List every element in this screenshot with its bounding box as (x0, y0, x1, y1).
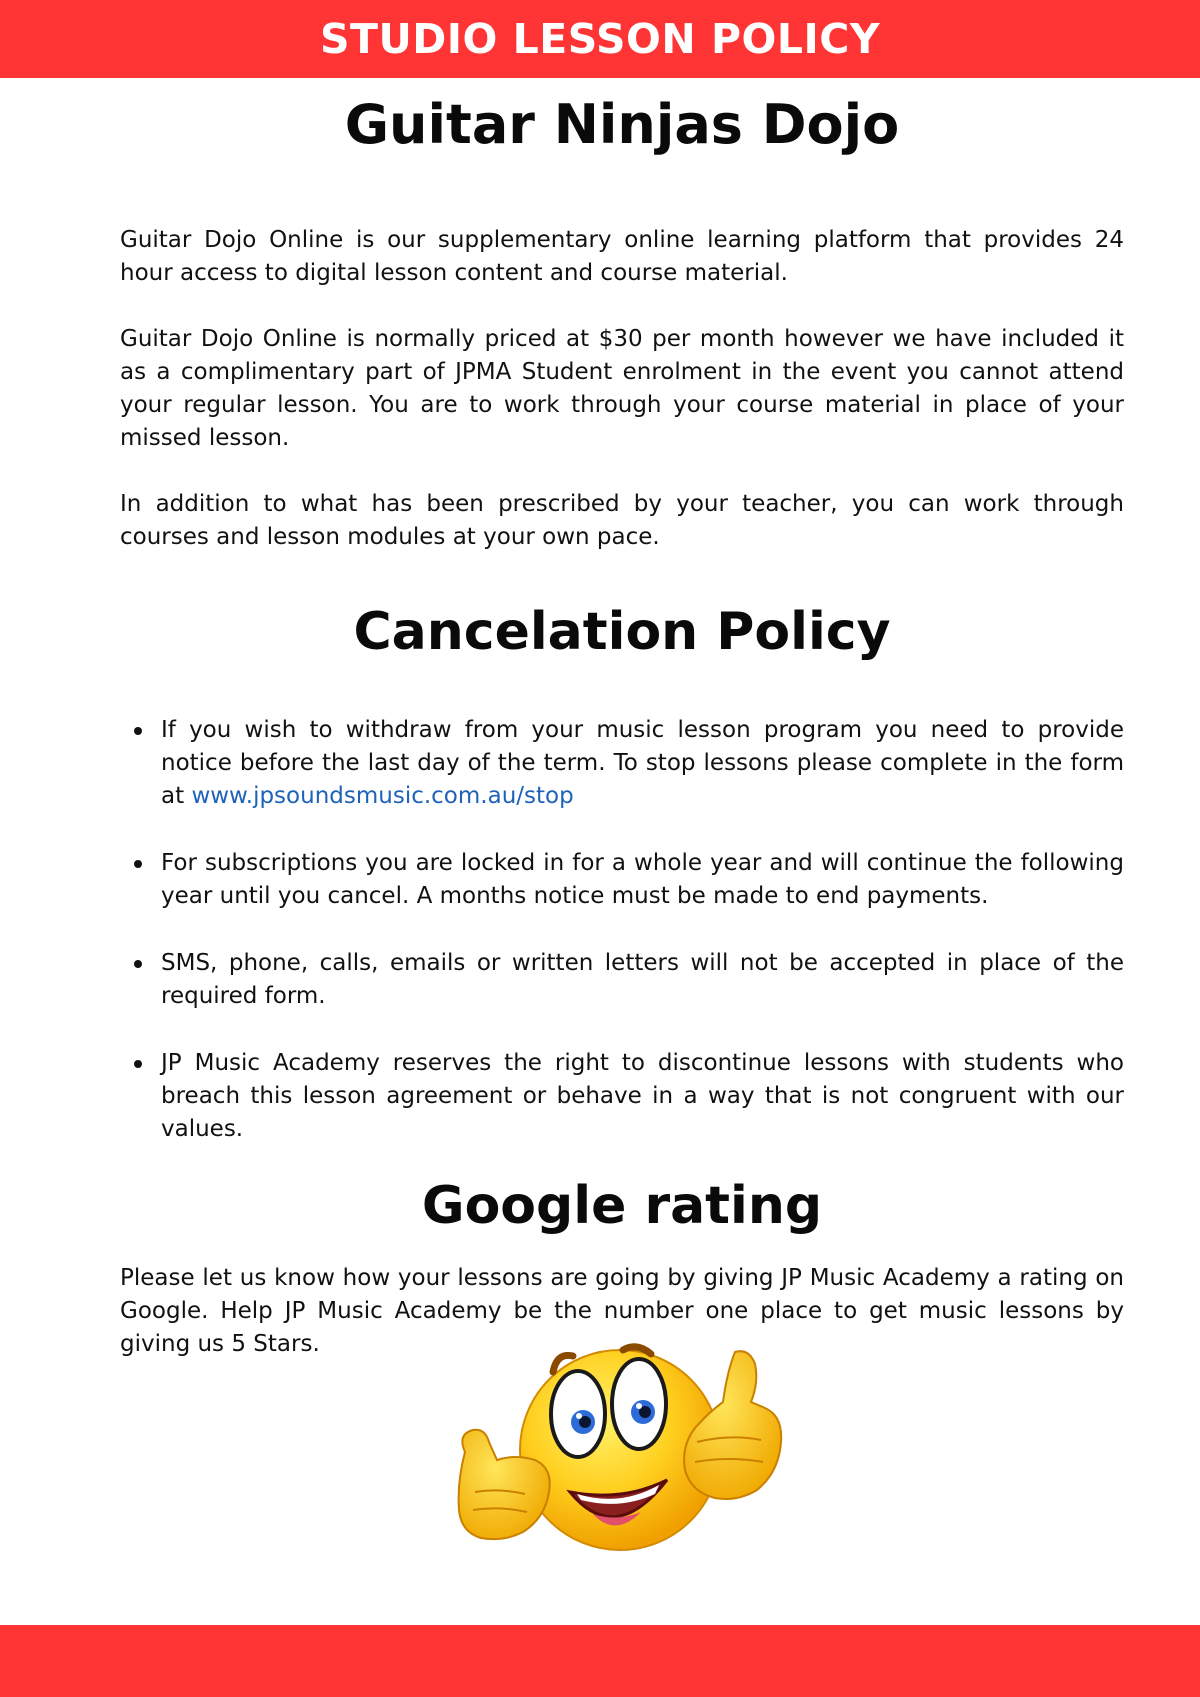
list-item (120, 1047, 1124, 1146)
list-item (120, 947, 1124, 1013)
bullet-icon (134, 1060, 142, 1068)
intro-paragraph-3: In addition to what has been prescribed by your teacher, you can work through courses and lesson modules at your own pace. (120, 491, 1124, 550)
list-item (120, 847, 1124, 913)
intro-paragraph-1: Guitar Dojo Online is our supplementary online learning platform that provides 24 hour access to digital lesson content and course material. (120, 227, 1124, 286)
bullet-icon (134, 960, 142, 968)
top-banner (0, 0, 1200, 78)
policy-item-text: SMS, phone, calls, emails or written letters will not be accepted in place of the required form. (161, 950, 1124, 1009)
policy-item-text: JP Music Academy reserves the right to discontinue lessons with students who breach this lesson agreement or behave in a way that is not congruent with our values. (161, 1050, 1124, 1142)
cancelation-policy-list (120, 714, 1124, 1146)
banner-title: STUDIO LESSON POLICY (319, 15, 881, 63)
thumbs-up-smiley-icon (445, 1342, 805, 1572)
bottom-banner (0, 1625, 1200, 1697)
policy-item-text: For subscriptions you are locked in for a whole year and will continue the following year until you cancel. A months notice must be made to end payments. (161, 850, 1124, 909)
stop-form-link[interactable]: www.jpsoundsmusic.com.au/stop (191, 783, 574, 809)
google-rating-title: Google rating (421, 1176, 823, 1236)
bullet-icon (134, 860, 142, 868)
page-content (120, 78, 1124, 1361)
google-rating-text: Please let us know how your lessons are going by giving JP Music Academy a rating on Google. Help JP Music Academy be the number one place to get music lessons by giving us 5 Stars. (120, 1265, 1124, 1357)
list-item (120, 714, 1124, 813)
cancelation-policy-title: Cancelation Policy (353, 602, 891, 662)
page-title: Guitar Ninjas Dojo (344, 93, 900, 156)
intro-paragraph-2: Guitar Dojo Online is normally priced at $30 per month however we have included it as a complimentary part of JPMA Student enrolment in the event you cannot attend your regular lesson. You are to work through your course material in place of your missed lesson. (120, 326, 1124, 451)
policy-item-text: If you wish to withdraw from your music lesson program you need to provide notice before the last day of the term. To stop lessons please complete in the form at (161, 717, 1124, 809)
bullet-icon (134, 727, 142, 735)
